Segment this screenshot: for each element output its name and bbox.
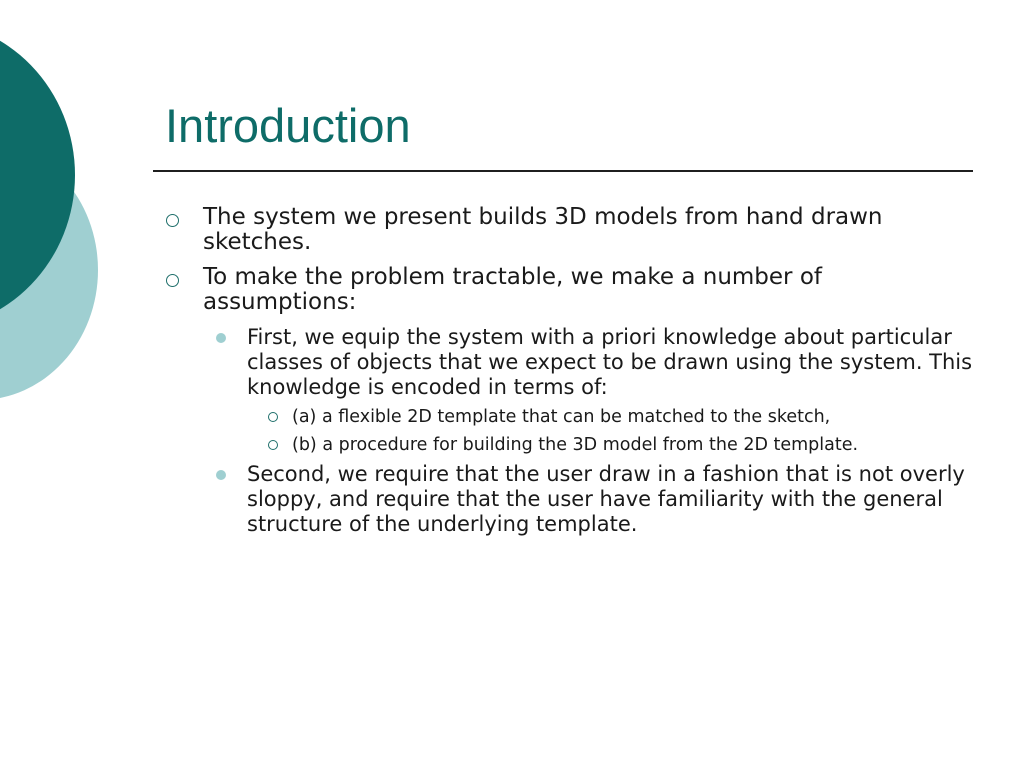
hollow-circle-icon [268,412,278,422]
bullet-list [0,205,1024,543]
bullet-item [0,205,1024,255]
sub-sub-bullet-item [0,434,1024,456]
filled-dot-icon [216,470,226,480]
sub-sub-bullet-item [0,406,1024,428]
bullet-text: The system we present builds 3D models from hand drawn sketches. [203,204,883,255]
bullet-text: First, we equip the system with a priori knowledge about particular classes of objects that we expect to be drawn using the system. This knowledge is encoded in terms of: [247,325,973,399]
bullet-text: Second, we require that the user draw in a fashion that is not overly sloppy, and require that the user have familiarity with the general structure of the underlying template. [247,462,965,536]
hollow-circle-icon [268,440,278,450]
bullet-text: (a) a flexible 2D template that can be matched to the sketch, [292,407,831,427]
bullet-item [0,265,1024,315]
hollow-circle-icon [166,214,179,227]
bullet-text: To make the problem tractable, we make a number of assumptions: [203,264,822,315]
hollow-circle-icon [166,274,179,287]
sub-bullet-item [0,462,1024,537]
sub-bullet-item [0,325,1024,400]
bullet-text: (b) a procedure for building the 3D model from the 2D template. [292,435,859,455]
title-divider [153,170,973,172]
slide-title: Introduction [165,99,411,152]
filled-dot-icon [216,333,226,343]
